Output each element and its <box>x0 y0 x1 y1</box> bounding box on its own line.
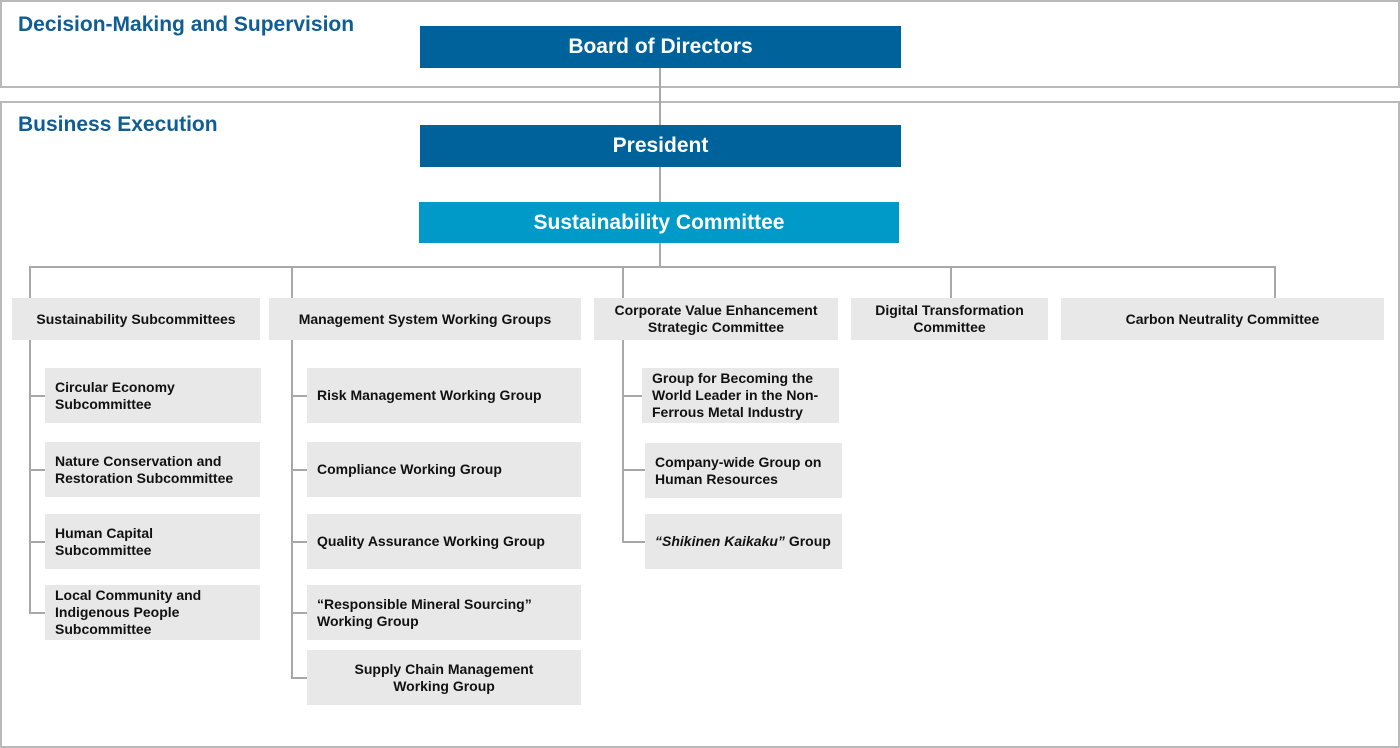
item-risk-management: Risk Management Working Group <box>307 368 581 423</box>
branch-col1-1 <box>291 469 307 471</box>
branch-col2-1 <box>622 469 645 471</box>
connector-board-president <box>659 68 661 126</box>
branch-col2-0 <box>622 395 642 397</box>
item-local-community: Local Community and Indigenous People Subcommittee <box>45 585 260 640</box>
decision-section-title: Decision-Making and Supervision <box>18 13 355 36</box>
president-box: President <box>420 125 901 167</box>
branch-col0-2 <box>29 541 45 543</box>
branch-col1-3 <box>291 612 307 614</box>
branch-col2-2 <box>622 541 645 543</box>
execution-section-title: Business Execution <box>18 113 218 136</box>
branch-col1-0 <box>291 395 307 397</box>
branch-col0-1 <box>29 469 45 471</box>
item-nature-conservation: Nature Conservation and Restoration Subcommittee <box>45 442 260 497</box>
board-of-directors-box: Board of Directors <box>420 26 901 68</box>
branch-col0-0 <box>29 395 45 397</box>
item-responsible-mineral-sourcing: “Responsible Mineral Sourcing” Working Group <box>307 585 581 640</box>
branch-col1-2 <box>291 541 307 543</box>
spine-col-2 <box>622 340 624 542</box>
category-sustainability-subcommittees: Sustainability Subcommittees <box>12 298 260 340</box>
drop-cat-3 <box>950 266 952 298</box>
item-world-leader-group: Group for Becoming the World Leader in the Non-Ferrous Metal Industry <box>642 368 839 423</box>
category-carbon-neutrality: Carbon Neutrality Committee <box>1061 298 1384 340</box>
spine-col-0 <box>29 340 31 613</box>
shikinen-kaikaku-rest: Group <box>784 533 831 549</box>
shikinen-kaikaku-italic: “Shikinen Kaikaku” <box>655 533 785 549</box>
connector-president-committee <box>659 167 661 203</box>
item-human-resources-group: Company-wide Group on Human Resources <box>645 443 842 498</box>
category-bus-line <box>29 266 1276 268</box>
execution-section-frame <box>0 101 1400 748</box>
category-corporate-value-enhancement: Corporate Value Enhancement Strategic Committee <box>594 298 838 340</box>
item-shikinen-kaikaku-group <box>645 514 842 569</box>
item-compliance: Compliance Working Group <box>307 442 581 497</box>
branch-col1-4 <box>291 677 307 679</box>
item-circular-economy: Circular Economy Subcommittee <box>45 368 261 423</box>
drop-cat-0 <box>29 266 31 298</box>
connector-committee-bus <box>659 243 661 267</box>
item-supply-chain-management: Supply Chain Management Working Group <box>307 650 581 705</box>
sustainability-committee-box: Sustainability Committee <box>419 202 899 243</box>
drop-cat-1 <box>291 266 293 298</box>
spine-col-1 <box>291 340 293 678</box>
category-management-system-working-groups: Management System Working Groups <box>269 298 581 340</box>
branch-col0-3 <box>29 612 45 614</box>
item-human-capital: Human Capital Subcommittee <box>45 514 260 569</box>
drop-cat-2 <box>622 266 624 298</box>
drop-cat-4 <box>1274 266 1276 298</box>
item-quality-assurance: Quality Assurance Working Group <box>307 514 581 569</box>
category-digital-transformation: Digital Transformation Committee <box>851 298 1048 340</box>
